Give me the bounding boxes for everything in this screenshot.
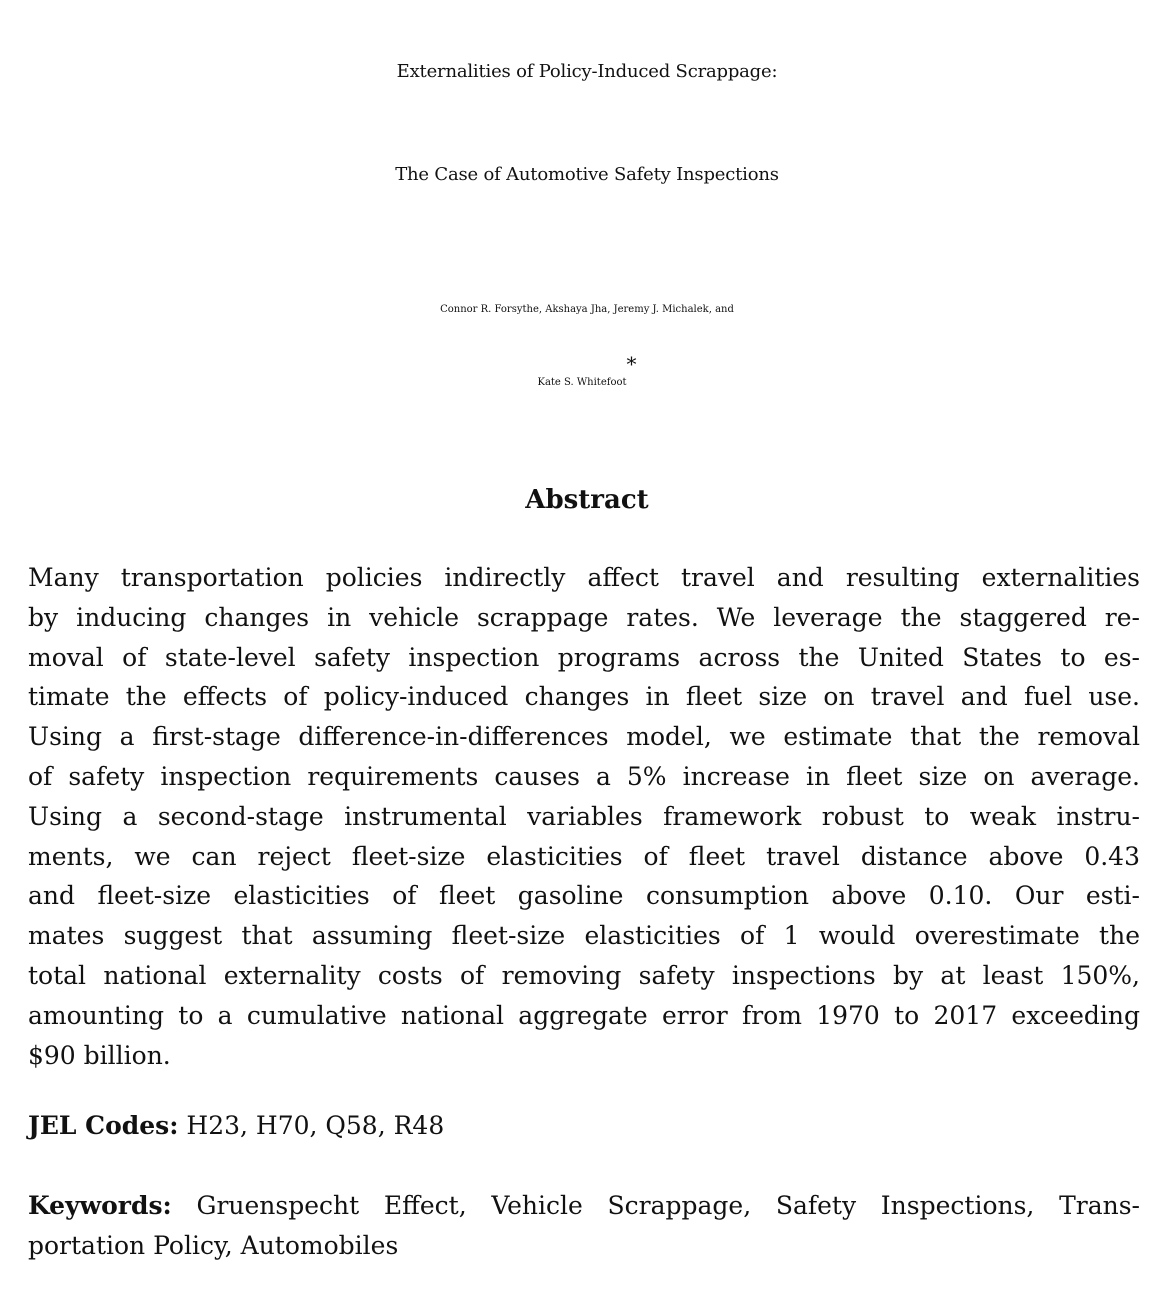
abstract-line: Using a first-stage difference-in-differences model, we estimate that the removal [28,722,1140,752]
abstract-body [28,558,1140,1075]
abstract-heading: Abstract [525,485,649,515]
authors-line-1: Connor R. Forsythe, Akshaya Jha, Jeremy J. Michalek, and [440,304,734,315]
abstract-line: by inducing changes in vehicle scrappage rates. We leverage the staggered re- [28,602,1140,632]
keywords-line-1: Gruenspecht Effect, Vehicle Scrappage, Safety Inspections, Trans- [196,1191,1140,1220]
title-line-1: Externalities of Policy-Induced Scrappage: [396,61,778,82]
abstract-line: mates suggest that assuming fleet-size elasticities of 1 would overestimate the [28,921,1140,951]
abstract-line: $90 billion. [28,1040,171,1070]
abstract-line: of safety inspection requirements causes a 5% increase in fleet size on average. [28,761,1140,791]
jel-codes-value: H23, H70, Q58, R48 [186,1111,445,1140]
keywords-line-2: portation Policy, Automobiles [28,1230,399,1260]
keywords-label: Keywords: [28,1191,172,1220]
abstract-line: Many transportation policies indirectly affect travel and resulting externalities [28,563,1140,592]
abstract-line: timate the effects of policy-induced changes in fleet size on travel and fuel use. [28,682,1140,712]
keywords [28,1186,1140,1266]
abstract-line: ments, we can reject fleet-size elasticities of fleet travel distance above 0.43 [28,841,1140,871]
abstract-line: amounting to a cumulative national aggregate error from 1970 to 2017 exceeding [28,1000,1140,1030]
author-footnote-mark: * [626,352,637,376]
jel-codes-label: JEL Codes: [28,1111,179,1140]
abstract-line: and fleet-size elasticities of fleet gasoline consumption above 0.10. Our esti- [28,881,1140,911]
abstract-line: moval of state-level safety inspection programs across the United States to es- [28,642,1140,672]
abstract-line: total national externality costs of removing safety inspections by at least 150%, [28,960,1140,990]
jel-codes [28,1106,1140,1146]
author-name: Kate S. Whitefoot [537,377,627,388]
authors-line-2 [0,352,1174,405]
title-line-2: The Case of Automotive Safety Inspections [395,164,779,185]
abstract-line: Using a second-stage instrumental variables framework robust to weak instru- [28,801,1140,831]
